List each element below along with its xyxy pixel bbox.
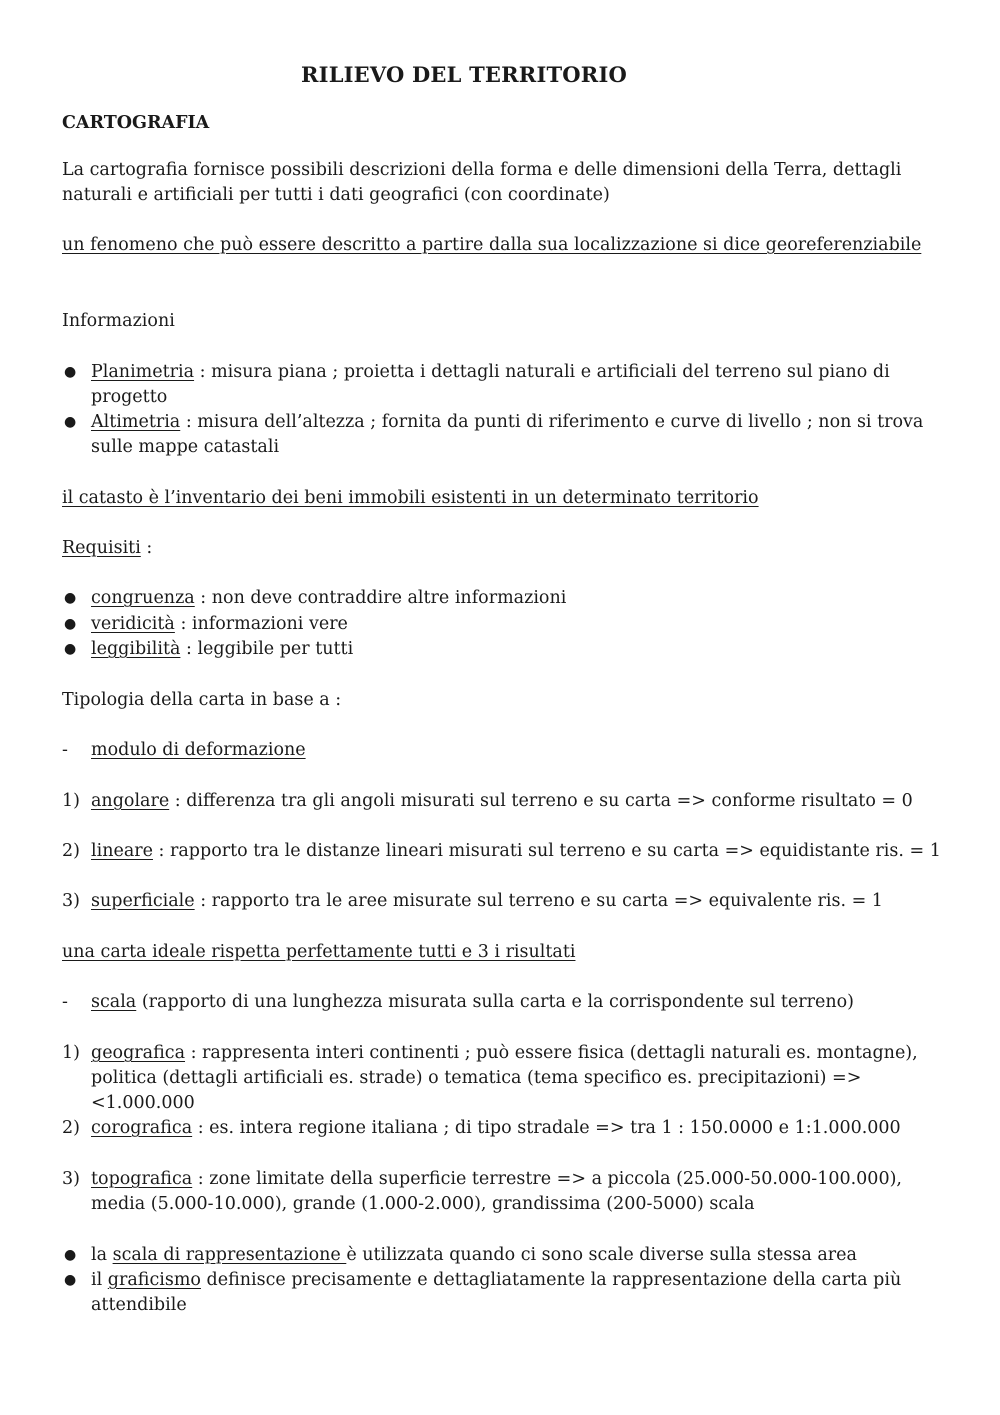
bullet-icon: ●	[64, 1247, 77, 1263]
term: scala di rappresentazione	[112, 1245, 347, 1265]
requisiti-label: Requisiti	[62, 538, 141, 558]
intro-paragraph: La cartografia fornisce possibili descrizioni della forma e delle dimensioni della Terra, dettagli naturali e artificiali per tutti i dati geografici (con coordinate)	[62, 160, 902, 205]
list-item	[62, 637, 942, 662]
item-number: 2)	[62, 1118, 80, 1138]
item-number: 1)	[62, 791, 80, 811]
requisiti-colon: :	[140, 538, 153, 558]
term: angolare	[91, 791, 170, 811]
definition: : zone limitate della superficie terrestre => a piccola (25.000-50.000-100.000), media (5.000-10.000), grande (1.000-2.000), grandissima (200-5000) scala	[91, 1169, 902, 1214]
tipologia-heading: Tipologia della carta in base a :	[62, 690, 342, 710]
definition: : rapporto tra le distanze lineari misurati sul terreno e su carta => equidistante ris. = 1	[152, 841, 941, 861]
term: leggibilità	[91, 639, 181, 659]
modulo-label: modulo di deformazione	[91, 740, 306, 760]
georef-note: un fenomeno che può essere descritto a partire dalla sua localizzazione si dice georeferenziabile	[62, 235, 922, 255]
definition: : rapporto tra le aree misurate sul terreno e su carta => equivalente ris. = 1	[194, 891, 883, 911]
ideale-note: una carta ideale rispetta perfettamente tutti e 3 i risultati	[62, 942, 576, 962]
bullet-icon: ●	[64, 616, 77, 632]
item-number: 3)	[62, 1169, 80, 1189]
list-item	[62, 410, 942, 460]
dash-marker: -	[62, 740, 68, 760]
definition: : leggibile per tutti	[180, 639, 354, 659]
term: geografica	[91, 1043, 186, 1063]
list-item	[62, 360, 942, 410]
term: veridicità	[91, 614, 175, 634]
bullet-icon: ●	[64, 414, 77, 430]
term: corografica	[91, 1118, 193, 1138]
term: lineare	[91, 841, 153, 861]
numbered-item	[62, 889, 942, 914]
catasto-note: il catasto è l’inventario dei beni immobili esistenti in un determinato territorio	[62, 488, 759, 508]
definition: è utilizzata quando ci sono scale diverse sulla stessa area	[346, 1245, 857, 1265]
page-title: RILIEVO DEL TERRITORIO	[301, 62, 627, 87]
item-number: 3)	[62, 891, 80, 911]
list-item	[62, 1268, 942, 1318]
definition: : es. intera regione italiana ; di tipo stradale => tra 1 : 150.0000 e 1:1.000.000	[192, 1118, 901, 1138]
definition: : informazioni vere	[174, 614, 348, 634]
prefix: la	[91, 1245, 113, 1265]
list-item	[62, 612, 942, 637]
definition: : misura dell’altezza ; fornita da punti di riferimento e curve di livello ; non si trova sulle mappe catastali	[91, 412, 924, 457]
definition: : misura piana ; proietta i dettagli naturali e artificiali del terreno sul piano di progetto	[91, 362, 890, 407]
numbered-item	[62, 789, 942, 814]
term: Planimetria	[91, 362, 195, 382]
term: superficiale	[91, 891, 195, 911]
list-item	[62, 586, 942, 611]
prefix: il	[91, 1270, 108, 1290]
term: graficismo	[107, 1270, 201, 1290]
term: congruenza	[91, 588, 195, 608]
bullet-icon: ●	[64, 364, 77, 380]
item-number: 2)	[62, 841, 80, 861]
numbered-item	[62, 1167, 942, 1217]
list-item	[62, 1243, 942, 1268]
item-number: 1)	[62, 1043, 80, 1063]
definition: : differenza tra gli angoli misurati sul terreno e su carta => conforme risultato = 0	[169, 791, 913, 811]
numbered-item	[62, 1116, 942, 1141]
bullet-icon: ●	[64, 1272, 77, 1288]
definition: : non deve contraddire altre informazioni	[194, 588, 567, 608]
scala-label: scala	[91, 992, 137, 1012]
term: Altimetria	[91, 412, 181, 432]
dash-item	[62, 990, 942, 1015]
numbered-item	[62, 1041, 942, 1116]
bullet-icon: ●	[64, 590, 77, 606]
bullet-icon: ●	[64, 641, 77, 657]
info-heading: Informazioni	[62, 311, 175, 331]
dash-item	[62, 738, 942, 763]
definition: : rappresenta interi continenti ; può essere fisica (dettagli naturali es. montagne), politica (dettagli artificiali es. strade) o tematica (tema specifico es. precipitazioni) => <1.000.000	[91, 1043, 918, 1113]
requisiti-heading	[62, 536, 942, 561]
numbered-item	[62, 839, 942, 864]
term: topografica	[91, 1169, 193, 1189]
dash-marker: -	[62, 992, 68, 1012]
definition: definisce precisamente e dettagliatamente la rappresentazione della carta più attendibile	[91, 1270, 902, 1315]
section-title: CARTOGRAFIA	[62, 113, 210, 133]
scala-definition: (rapporto di una lunghezza misurata sulla carta e la corrispondente sul terreno)	[136, 992, 854, 1012]
